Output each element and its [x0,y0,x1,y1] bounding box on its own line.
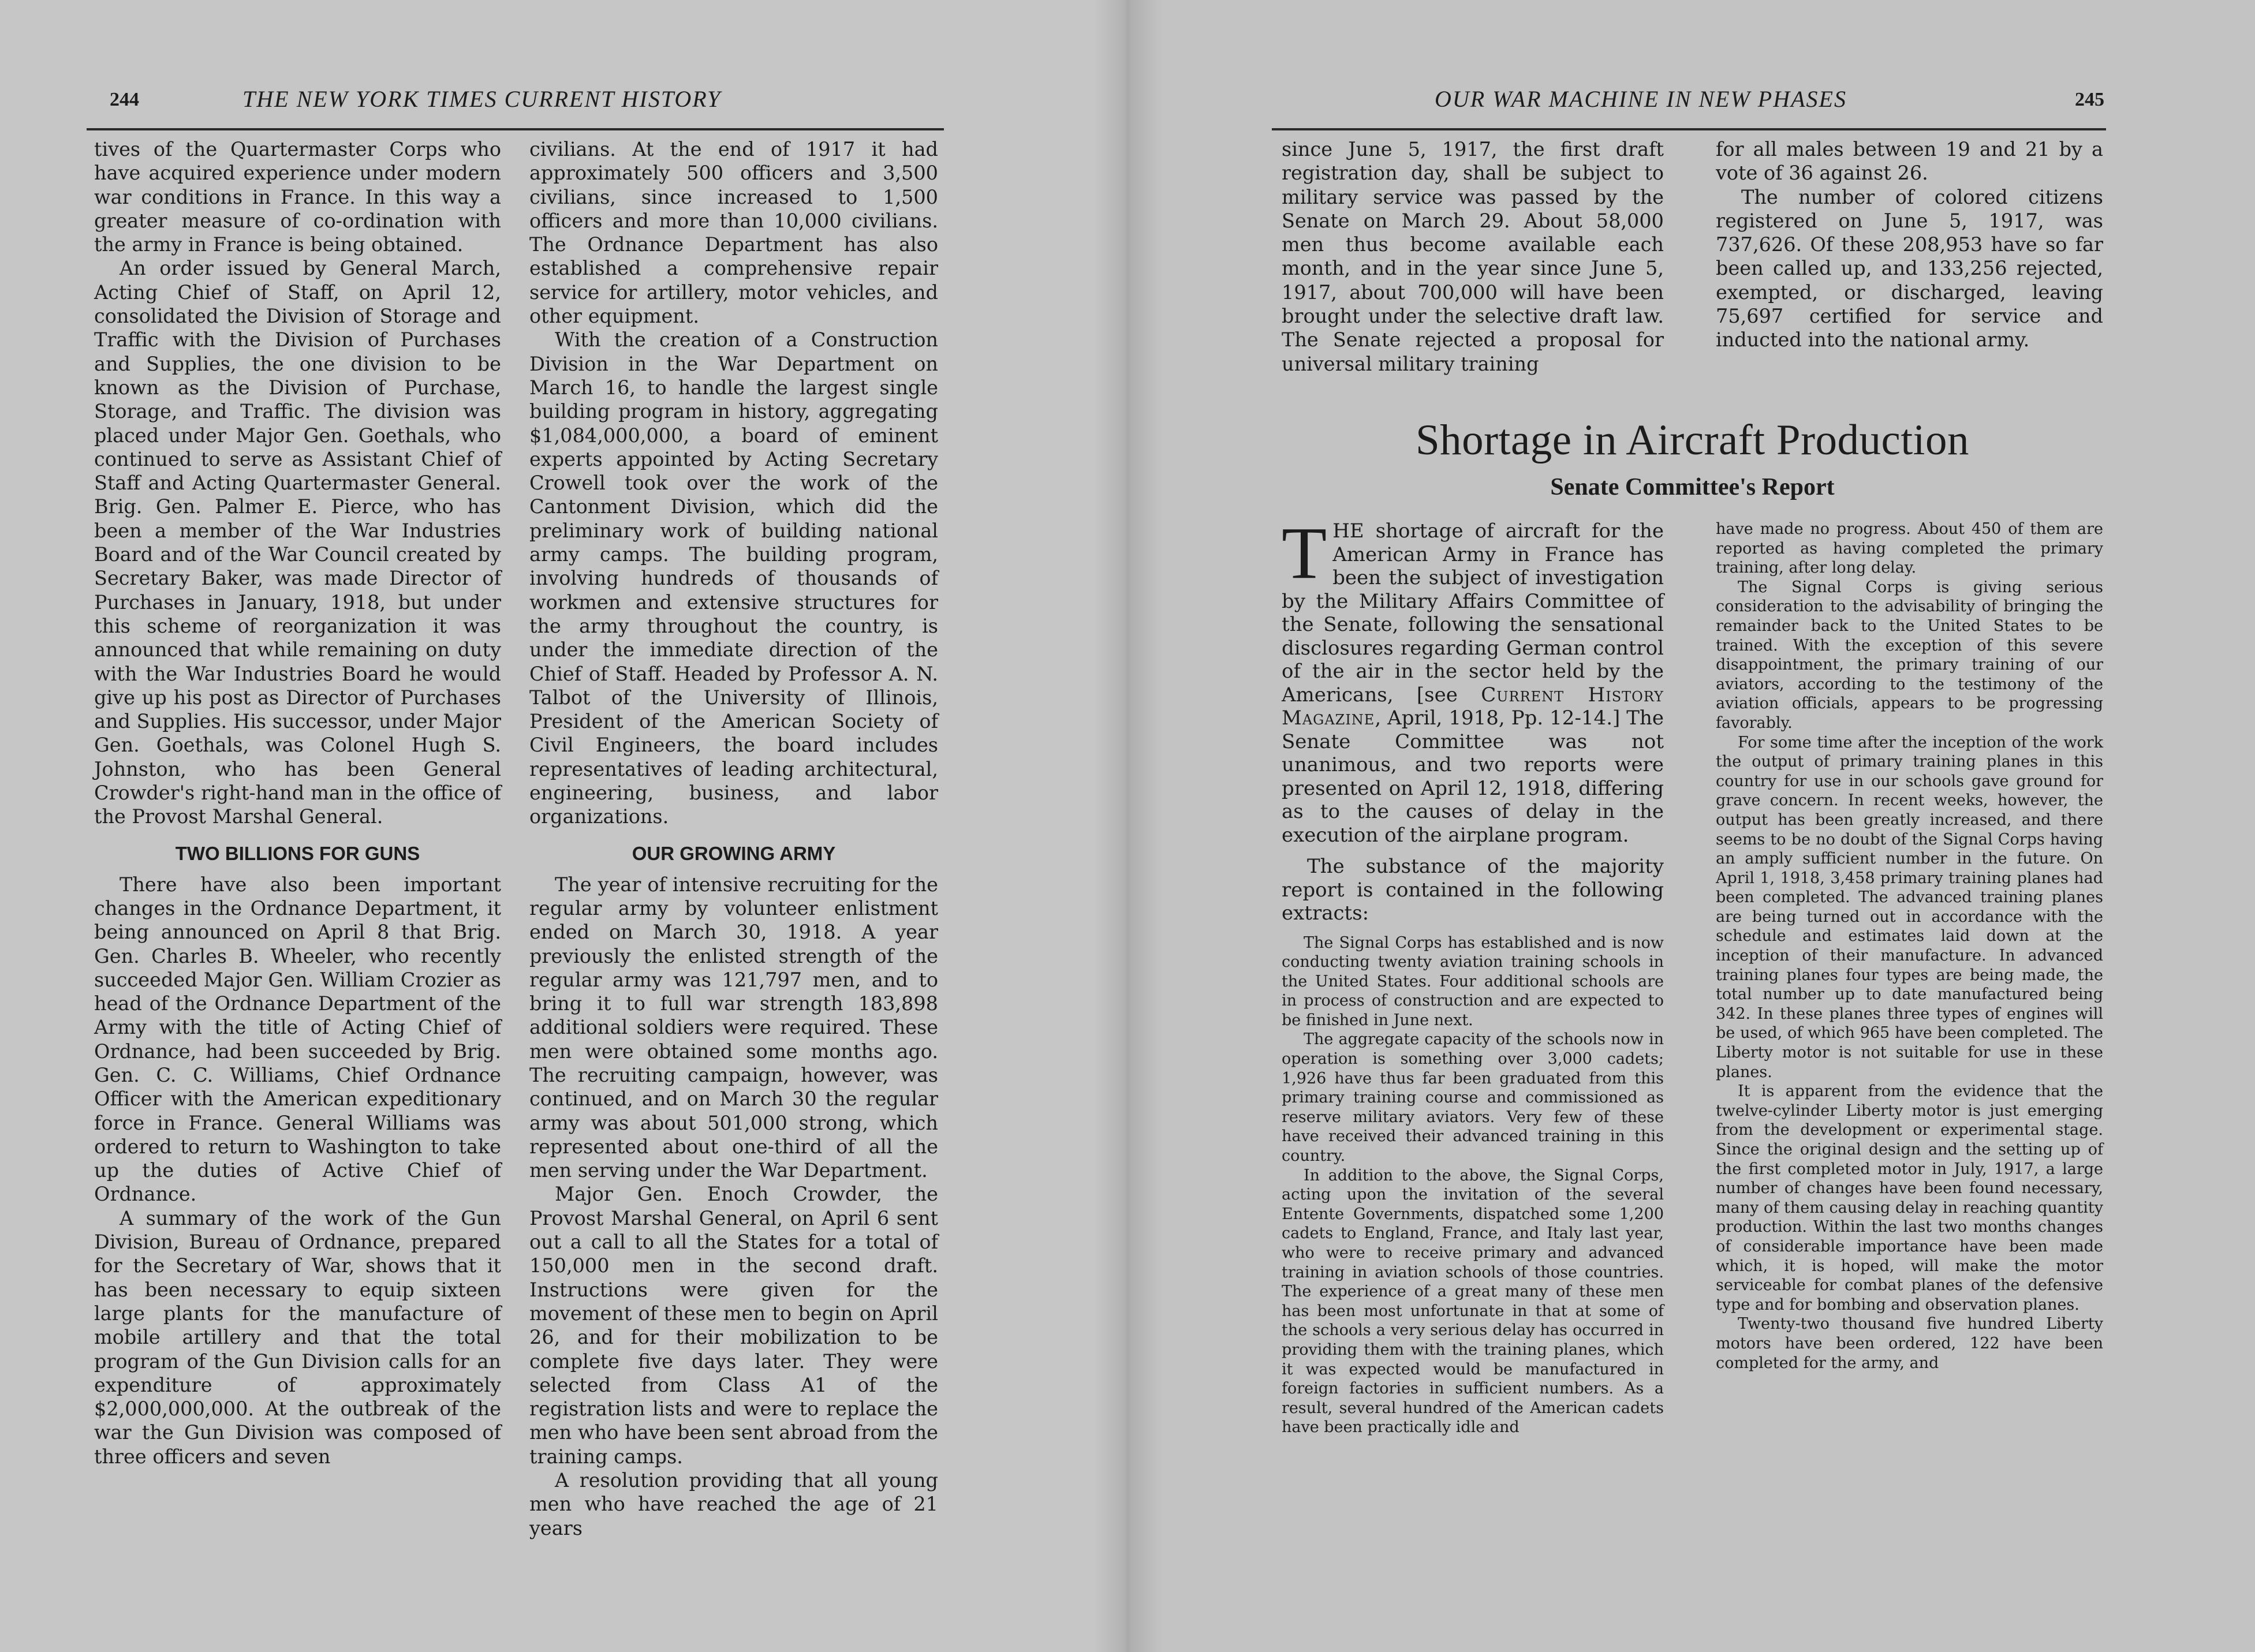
section-heading: OUR GROWING ARMY [632,842,836,864]
paragraph: civilians. At the end of 1917 it had approximately 500 officers and 3,500 civilians, since increased to 1,500 officers and more than 10,000 civilians. The Ordnance Department has also established a comprehensive repair service for artillery, motor vehicles, and other equipment. [529,138,938,328]
magazine-name: Current History Magazine [1282,683,1664,730]
intro-text: , April, 1918, Pp. 12-14.] The Senate Committee was not unanimous, and two reports were presented on April 12, 1918, differing as to the causes of delay in the execution of the airplane program. [1282,707,1664,847]
left-column-2 [529,137,938,1540]
header-rule [1272,128,2106,130]
paragraph: An order issued by General March, Acting Chief of Staff, on April 12, consolidated the Division of Storage and Traffic with the Division of Purchases and Supplies, the one division to be known as the Division of Purchase, Storage, and Traffic. The division was placed under Major Gen. Goethals, who continued to serve as Assistant Chief of Staff and Acting Quartermaster General. Brig. Gen. Palmer E. Pierce, who has been a member of the War Industries Board and of the War Council created by Secretary Baker, was made Director of Purchases in January, 1918, but under this scheme of reorganization it was announced that while remaining on duty with the War Industries Board he would give up his post as Director of Purchases and Supplies. His successor, under Major Gen. Goethals, was Colonel Hugh S. Johnston, who has been General Crowder's right-hand man in the office of the Provost Marshal General. [94,257,501,828]
article-intro [1282,512,1664,847]
extracts-column-1 [1282,933,1664,1437]
paragraph: A summary of the work of the Gun Division, Bureau of Ordnance, prepared for the Secretary of War, shows that it has been necessary to equip sixteen large plants for the manufacture of mobile artillery and that the total program of the Gun Division calls for an expenditure of approximately $2,000,000,000. At the outbreak of the war the Gun Division was composed of three officers and seven [94,1206,501,1468]
drop-cap: T [1282,512,1327,594]
page-number: 244 [110,89,139,110]
lead-paragraph: The substance of the majority report is contained in the following extracts: [1282,855,1664,925]
paragraph: A resolution providing that all young men who have reached the age of 21 years [529,1469,938,1539]
section-heading: TWO BILLIONS FOR GUNS [175,842,420,864]
report-extract: For some time after the inception of the work the output of primary training planes in this country for use in our schools gave ground for grave concern. In recent weeks, however, the output has been greatly increased, and there seems to be no doubt of the Signal Corps having an amply sufficient number in the future. On April 1, 1918, 3,458 primary training planes had been completed. The advanced training planes are being turned out in accordance with the schedule and estimates laid down at the inception of their manufacture. In advanced training planes four types are being made, the total number up to date manufactured being 342. In these planes three types of engines will be used, of which 965 have been completed. The Liberty motor is not suitable for use in these planes. [1716,733,2103,1081]
article-title: Shortage in Aircraft Production [1415,416,1970,464]
running-title: THE NEW YORK TIMES CURRENT HISTORY [242,86,722,112]
intro-text: HE shortage of aircraft for the American Army in France has been the subject of investigation by the Military Affairs Committee of the Senate, following the sensational disclosures regarding German control of the air in the sector held by the Americans, [see [1282,519,1664,707]
report-extract: The Signal Corps has established and is now conducting twenty aviation training schools in the United States. Four additional schools are in process of construction and are expected to be finished in June next. [1282,933,1664,1029]
paragraph: The year of intensive recruiting for the regular army by volunteer enlistment ended on March 30, 1918. A year previously the enlisted strength of the regular army was 121,797 men, and to bring it to full war strength 183,898 additional soldiers were required. These men were obtained some months ago. The recruiting campaign, however, was continued, and on March 30 the regular army was about 501,000 strong, which represented about one-third of all the men serving under the War Department. [529,873,938,1182]
page-gutter [1093,0,1162,1652]
extracts-column-2 [1716,519,2103,1373]
report-extract: The aggregate capacity of the schools now in operation is something over 3,000 cadets; 1,926 have thus far been graduated from this primary training course and commissioned as reserve military aviators. Very few of these have received their advanced training in this country. [1282,1030,1664,1165]
paragraph: There have also been important changes in the Ordnance Department, it being announced on April 8 that Brig. Gen. Charles B. Wheeler, who recently succeeded Major Gen. William Crozier as head of the Ordnance Department of the Army with the title of Acting Chief of Ordnance, had been succeeded by Brig. Gen. C. C. Williams, Chief Ordnance Officer with the American expeditionary force in France. General Williams was ordered to return to Washington to take up the duties of Active Chief of Ordnance. [94,873,501,1206]
article-subtitle: Senate Committee's Report [1550,474,1835,500]
running-title: OUR WAR MACHINE IN NEW PHASES [1435,86,1847,112]
report-extract: In addition to the above, the Signal Corps, acting upon the invitation of the several Entente Governments, dispatched some 1,200 cadets to England, France, and Italy last year, who were to receive primary and advanced training in aviation schools of those countries. The experience of a great many of these men has been most unfortunate in that at some of the schools a very serious delay has occurred in providing them with the training planes, which it was expected would be manufactured in foreign factories in sufficient numbers. As a result, several hundred of the American cadets have been practically idle and [1282,1166,1664,1437]
paragraph: since June 5, 1917, the first draft registration day, shall be subject to military service was passed by the Senate on March 29. About 58,000 men thus become available each month, and in the year since June 5, 1917, about 700,000 will have been brought under the selective draft law. The Senate rejected a proposal for universal military training [1282,138,1664,375]
article-column-2 [1716,519,2103,1373]
report-extract: The Signal Corps is giving serious consideration to the advisability of bringing the remainder back to the United States to be trained. With the exception of this severe disappointment, the primary training of our aviators, according to the testimony of the aviation officials, appears to be progressing favorably. [1716,578,2103,732]
right-page-header [1276,85,2104,122]
header-rule [87,128,944,130]
article-column-1 [1282,512,1664,1437]
paragraph: With the creation of a Construction Division in the War Department on March 16, to handle the largest single building program in history, aggregating $1,084,000,000, a board of eminent experts appointed by Acting Secretary Crowell took over the work of the Cantonment Division, which did the preliminary work of building national army camps. The building program, involving hundreds of thousands of workmen and extensive structures for the army throughout the country, is under the immediate direction of the Chief of Staff. Headed by Professor A. N. Talbot of the University of Illinois, President of the American Society of Civil Engineers, the board includes representatives of leading architectural, engineering, business, and labor organizations. [529,328,938,828]
right-column-2-top [1716,137,2103,352]
paragraph: for all males between 19 and 21 by a vote of 36 against 26. [1716,138,2103,185]
paragraph: tives of the Quartermaster Corps who have acquired experience under modern war conditions in France. In this way a greater measure of co-ordination with the army in France is being obtained. [94,138,501,256]
left-column-1 [94,137,501,1468]
left-page-header [87,85,944,122]
report-extract: It is apparent from the evidence that the twelve-cylinder Liberty motor is just emerging from the development or experimental stage. Since the original design and the setting up of the first completed motor in July, 1917, a large number of changes have been found necessary, many of them causing delay in reaching quantity production. Within the last two months changes of considerable importance have been made which, it is hoped, will make the motor serviceable for combat planes of the defensive type and for bombing and observation planes. [1716,1082,2103,1314]
paragraph: The number of colored citizens registered on June 5, 1917, was 737,626. Of these 208,953 have so far been called up, and 133,256 rejected, exempted, or discharged, leaving 75,697 certified for service and inducted into the national army. [1716,185,2103,352]
paragraph: Major Gen. Enoch Crowder, the Provost Marshal General, on April 6 sent out a call to all the States for a total of 150,000 men in the second draft. Instructions were given for the movement of these men to begin on April 26, and for their mobilization to be complete five days later. They were selected from Class A1 of the registration lists and were to replace the men who have been sent abroad from the training camps. [529,1183,938,1468]
page-number: 245 [2075,89,2104,110]
report-extract: Twenty-two thousand five hundred Liberty motors have been ordered, 122 have been completed for the army, and [1716,1315,2103,1372]
right-column-1-top [1282,137,1664,376]
right-page [1128,0,2255,1652]
report-extract: have made no progress. About 450 of them are reported as having completed the primary training, after long delay. [1716,520,2103,577]
